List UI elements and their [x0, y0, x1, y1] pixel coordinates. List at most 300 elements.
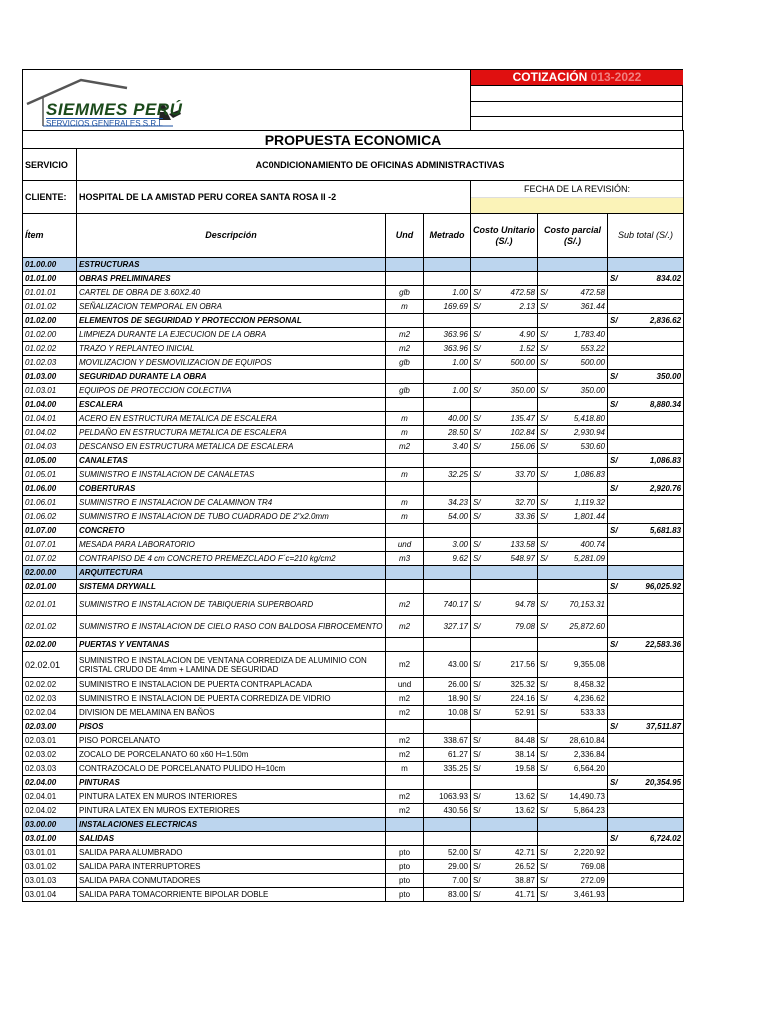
fecha-revision-value[interactable] — [471, 197, 683, 213]
currency-label: S/ — [473, 386, 481, 395]
table-row — [23, 398, 684, 412]
item-code: 01.07.00 — [23, 524, 77, 538]
cu-cell — [471, 776, 538, 790]
und-cell: m2 — [386, 652, 424, 678]
cp-value: 272.09 — [580, 876, 605, 885]
metrado-cell: 338.67 — [424, 734, 471, 748]
table-row — [23, 384, 684, 398]
table-row — [23, 258, 684, 272]
metrado-cell: 18.90 — [424, 692, 471, 706]
cp-value: 5,281.09 — [573, 554, 605, 563]
table-row — [23, 482, 684, 496]
cu-cell — [471, 846, 538, 860]
cu-cell — [471, 888, 538, 902]
col-descripcion: Descripción — [77, 214, 386, 258]
currency-label: S/ — [473, 442, 481, 451]
cp-cell — [538, 454, 608, 468]
sheet-header — [22, 69, 683, 130]
currency-label: S/ — [540, 862, 548, 871]
metrado-cell — [424, 272, 471, 286]
table-row — [23, 300, 684, 314]
item-code: 02.03.01 — [23, 734, 77, 748]
logo-name: SIEMMES PERÚ — [46, 100, 183, 119]
metrado-cell — [424, 832, 471, 846]
item-description: DESCANSO EN ESTRUCTURA METALICA DE ESCALERA — [77, 440, 386, 454]
und-cell: m — [386, 762, 424, 776]
currency-label: S/ — [540, 470, 548, 479]
currency-label: S/ — [473, 680, 481, 689]
item-code: 01.07.02 — [23, 552, 77, 566]
item-description: COBERTURAS — [77, 482, 386, 496]
cp-cell — [538, 594, 608, 616]
subtotal-value: 2,836.62 — [649, 316, 682, 325]
cliente-value: HOSPITAL DE LA AMISTAD PERU COREA SANTA ROSA II -2 — [77, 181, 471, 214]
table-row — [23, 692, 684, 706]
item-description: TRAZO Y REPLANTEO INICIAL — [77, 342, 386, 356]
col-metrado: Metrado — [424, 214, 471, 258]
table-row — [23, 524, 684, 538]
metrado-cell: 1.00 — [424, 356, 471, 370]
und-cell: m2 — [386, 692, 424, 706]
subtotal-cell — [608, 804, 684, 818]
subtotal-cell — [608, 748, 684, 762]
cp-cell — [538, 652, 608, 678]
cu-value: 1.52 — [519, 344, 535, 353]
currency-label: S/ — [540, 806, 548, 815]
und-cell: m2 — [386, 440, 424, 454]
metrado-cell: 169.69 — [424, 300, 471, 314]
item-description: CARTEL DE OBRA DE 3.60X2.40 — [77, 286, 386, 300]
und-cell — [386, 258, 424, 272]
item-description: SALIDA PARA TOMACORRIENTE BIPOLAR DOBLE — [77, 888, 386, 902]
subtotal-cell — [608, 860, 684, 874]
item-code: 01.02.00 — [23, 314, 77, 328]
item-description: LIMPIEZA DURANTE LA EJECUCION DE LA OBRA — [77, 328, 386, 342]
und-cell: m2 — [386, 804, 424, 818]
cp-cell — [538, 804, 608, 818]
cp-value: 1,801.44 — [573, 512, 605, 521]
und-cell: und — [386, 678, 424, 692]
col-und: Und — [386, 214, 424, 258]
table-row — [23, 790, 684, 804]
cp-cell — [538, 272, 608, 286]
cp-cell — [538, 482, 608, 496]
currency-label: S/ — [473, 848, 481, 857]
table-row — [23, 580, 684, 594]
table-row — [23, 720, 684, 734]
cu-cell — [471, 468, 538, 482]
currency-label: S/ — [610, 640, 618, 649]
item-description: ELEMENTOS DE SEGURIDAD Y PROTECCION PERSONAL — [77, 314, 386, 328]
subtotal-value: 20,354.95 — [645, 778, 682, 787]
subtotal-cell — [608, 692, 684, 706]
cu-cell — [471, 258, 538, 272]
item-description: SUMINISTRO E INSTALACION DE CANALETAS — [77, 468, 386, 482]
subtotal-cell — [608, 300, 684, 314]
metrado-cell: 54.00 — [424, 510, 471, 524]
cp-cell — [538, 538, 608, 552]
table-row — [23, 454, 684, 468]
cu-cell — [471, 720, 538, 734]
und-cell — [386, 314, 424, 328]
subtotal-cell — [608, 580, 684, 594]
subtotal-cell — [608, 790, 684, 804]
subtotal-value: 8,880.34 — [649, 400, 682, 409]
cp-cell — [538, 748, 608, 762]
item-description: ARQUITECTURA — [77, 566, 386, 580]
cp-cell — [538, 818, 608, 832]
und-cell — [386, 776, 424, 790]
subtotal-cell — [608, 314, 684, 328]
cu-value: 79.08 — [514, 622, 535, 631]
item-code: 03.01.03 — [23, 874, 77, 888]
subtotal-value: 37,511.87 — [646, 722, 682, 731]
item-description: SEGURIDAD DURANTE LA OBRA — [77, 370, 386, 384]
table-row — [23, 776, 684, 790]
currency-label: S/ — [540, 498, 548, 507]
cu-cell — [471, 804, 538, 818]
item-description: ACERO EN ESTRUCTURA METALICA DE ESCALERA — [77, 412, 386, 426]
cu-cell — [471, 510, 538, 524]
item-description: MOVILIZACION Y DESMOVILIZACION DE EQUIPOS — [77, 356, 386, 370]
item-code: 02.04.02 — [23, 804, 77, 818]
currency-label: S/ — [473, 806, 481, 815]
und-cell — [386, 398, 424, 412]
cp-cell — [538, 616, 608, 638]
item-description: PINTURAS — [77, 776, 386, 790]
cp-value: 8,458.32 — [573, 680, 605, 689]
currency-label: S/ — [473, 708, 481, 717]
metrado-cell: 43.00 — [424, 652, 471, 678]
fecha-revision-label: FECHA DE LA REVISIÓN: — [523, 184, 631, 194]
currency-label: S/ — [610, 274, 618, 283]
cp-cell — [538, 832, 608, 846]
cu-cell — [471, 566, 538, 580]
cp-cell — [538, 566, 608, 580]
cp-cell — [538, 426, 608, 440]
subtotal-cell — [608, 440, 684, 454]
table-row — [23, 286, 684, 300]
cp-value: 530.60 — [580, 442, 605, 451]
subtotal-cell — [608, 468, 684, 482]
subtotal-cell — [608, 454, 684, 468]
metrado-cell — [424, 776, 471, 790]
item-description: PUERTAS Y VENTANAS — [77, 638, 386, 652]
cp-cell — [538, 440, 608, 454]
cu-cell — [471, 328, 538, 342]
cu-cell — [471, 874, 538, 888]
metrado-cell — [424, 482, 471, 496]
currency-label: S/ — [610, 456, 618, 465]
cu-value: 38.14 — [514, 750, 535, 759]
cu-value: 33.36 — [514, 512, 535, 521]
und-cell: m2 — [386, 734, 424, 748]
item-code: 01.06.00 — [23, 482, 77, 496]
table-row — [23, 818, 684, 832]
item-description: SUMINISTRO E INSTALACION DE CALAMINON TR4 — [77, 496, 386, 510]
cp-cell — [538, 762, 608, 776]
cp-cell — [538, 860, 608, 874]
currency-label: S/ — [473, 302, 481, 311]
cu-cell — [471, 552, 538, 566]
metrado-cell: 430.56 — [424, 804, 471, 818]
item-code: 02.02.01 — [23, 652, 77, 678]
cp-value: 350.00 — [580, 386, 605, 395]
table-row — [23, 440, 684, 454]
cp-cell — [538, 776, 608, 790]
currency-label: S/ — [473, 876, 481, 885]
und-cell — [386, 638, 424, 652]
metrado-cell: 61.27 — [424, 748, 471, 762]
table-row — [23, 734, 684, 748]
cp-cell — [538, 496, 608, 510]
subtotal-value: 96,025.92 — [645, 582, 682, 591]
table-row — [23, 328, 684, 342]
und-cell: und — [386, 538, 424, 552]
und-cell: m — [386, 510, 424, 524]
item-description: SUMINISTRO E INSTALACION DE VENTANA CORREDIZA DE ALUMINIO CON CRISTAL CRUDO DE 4mm + LAMINA DE SEGURIDAD — [77, 652, 386, 678]
cu-value: 94.78 — [514, 600, 535, 609]
table-row — [23, 468, 684, 482]
item-description: INSTALACIONES ELECTRICAS — [77, 818, 386, 832]
item-description: PISOS — [77, 720, 386, 734]
cp-cell — [538, 720, 608, 734]
table-row — [23, 888, 684, 902]
table-row — [23, 832, 684, 846]
cp-cell — [538, 638, 608, 652]
subtotal-value: 834.02 — [656, 274, 682, 283]
currency-label: S/ — [540, 694, 548, 703]
cu-cell — [471, 524, 538, 538]
cp-cell — [538, 370, 608, 384]
cp-cell — [538, 580, 608, 594]
item-code: 01.05.01 — [23, 468, 77, 482]
item-code: 01.04.02 — [23, 426, 77, 440]
cp-cell — [538, 678, 608, 692]
item-description: SUMINISTRO E INSTALACION DE TABIQUERIA SUPERBOARD — [77, 594, 386, 616]
item-description: MESADA PARA LABORATORIO — [77, 538, 386, 552]
currency-label: S/ — [540, 680, 548, 689]
servicio-label: SERVICIO — [23, 149, 77, 181]
table-row — [23, 616, 684, 638]
und-cell — [386, 454, 424, 468]
cp-cell — [538, 468, 608, 482]
metrado-cell — [424, 398, 471, 412]
item-description: SEÑALIZACION TEMPORAL EN OBRA — [77, 300, 386, 314]
und-cell: m — [386, 496, 424, 510]
und-cell: pto — [386, 888, 424, 902]
cu-cell — [471, 482, 538, 496]
subtotal-cell — [608, 426, 684, 440]
cu-value: 102.84 — [510, 428, 535, 437]
logo-subtitle: SERVICIOS GENERALES S.R.L — [46, 119, 163, 128]
cu-value: 2.13 — [519, 302, 535, 311]
metrado-cell — [424, 454, 471, 468]
cp-cell — [538, 300, 608, 314]
currency-label: S/ — [473, 288, 481, 297]
currency-label: S/ — [473, 694, 481, 703]
item-description: CONTRAZOCALO DE PORCELANATO PULIDO H=10cm — [77, 762, 386, 776]
cp-value: 2,336.84 — [573, 750, 605, 759]
item-code: 01.04.00 — [23, 398, 77, 412]
table-row — [23, 846, 684, 860]
item-code: 01.03.01 — [23, 384, 77, 398]
item-description: SALIDAS — [77, 832, 386, 846]
table-row — [23, 496, 684, 510]
cu-value: 33.70 — [514, 470, 535, 479]
item-code: 03.01.01 — [23, 846, 77, 860]
metrado-cell — [424, 720, 471, 734]
cu-value: 224.16 — [510, 694, 535, 703]
subtotal-cell — [608, 818, 684, 832]
metrado-cell: 9.62 — [424, 552, 471, 566]
metrado-cell: 1063.93 — [424, 790, 471, 804]
company-logo — [23, 74, 213, 130]
table-row — [23, 860, 684, 874]
metrado-cell: 3.40 — [424, 440, 471, 454]
item-description: PELDAÑO EN ESTRUCTURA METALICA DE ESCALERA — [77, 426, 386, 440]
cotizacion-number: 013-2022 — [590, 70, 642, 84]
subtotal-cell — [608, 356, 684, 370]
item-code: 03.01.02 — [23, 860, 77, 874]
und-cell: m3 — [386, 552, 424, 566]
cp-value: 5,418.80 — [573, 414, 605, 423]
table-row — [23, 510, 684, 524]
currency-label: S/ — [610, 834, 618, 843]
currency-label: S/ — [610, 778, 618, 787]
currency-label: S/ — [473, 792, 481, 801]
subtotal-value: 1,086.83 — [649, 456, 682, 465]
table-row — [23, 272, 684, 286]
und-cell — [386, 566, 424, 580]
currency-label: S/ — [610, 484, 618, 493]
quotation-sheet — [22, 69, 683, 902]
cp-value: 533.33 — [580, 708, 605, 717]
cp-value: 500.00 — [580, 358, 605, 367]
subtotal-cell — [608, 524, 684, 538]
metrado-cell: 7.00 — [424, 874, 471, 888]
currency-label: S/ — [540, 330, 548, 339]
metrado-cell: 335.25 — [424, 762, 471, 776]
currency-label: S/ — [610, 526, 618, 535]
subtotal-cell — [608, 874, 684, 888]
cu-cell — [471, 706, 538, 720]
table-row — [23, 678, 684, 692]
cp-value: 2,220.92 — [573, 848, 605, 857]
table-row — [23, 706, 684, 720]
item-description: OBRAS PRELIMINARES — [77, 272, 386, 286]
table-row — [23, 342, 684, 356]
cu-value: 133.58 — [510, 540, 535, 549]
und-cell: m2 — [386, 342, 424, 356]
item-description: SALIDA PARA ALUMBRADO — [77, 846, 386, 860]
item-description: PINTURA LATEX EN MUROS INTERIORES — [77, 790, 386, 804]
item-description: SISTEMA DRYWALL — [77, 580, 386, 594]
und-cell — [386, 370, 424, 384]
und-cell — [386, 832, 424, 846]
currency-label: S/ — [473, 890, 481, 899]
item-description: ESCALERA — [77, 398, 386, 412]
metrado-cell: 34.23 — [424, 496, 471, 510]
subtotal-cell — [608, 342, 684, 356]
currency-label: S/ — [473, 428, 481, 437]
metrado-cell — [424, 258, 471, 272]
cp-value: 361.44 — [580, 302, 605, 311]
item-code: 01.05.00 — [23, 454, 77, 468]
subtotal-cell — [608, 616, 684, 638]
cu-value: 156.06 — [510, 442, 535, 451]
currency-label: S/ — [540, 600, 548, 609]
und-cell: m2 — [386, 594, 424, 616]
item-code: 01.07.01 — [23, 538, 77, 552]
item-description: PINTURA LATEX EN MUROS EXTERIORES — [77, 804, 386, 818]
currency-label: S/ — [540, 344, 548, 353]
subtotal-cell — [608, 398, 684, 412]
und-cell: m — [386, 426, 424, 440]
item-description: EQUIPOS DE PROTECCION COLECTIVA — [77, 384, 386, 398]
und-cell — [386, 272, 424, 286]
currency-label: S/ — [540, 792, 548, 801]
table-row — [23, 762, 684, 776]
subtotal-cell — [608, 496, 684, 510]
cp-cell — [538, 524, 608, 538]
cu-cell — [471, 818, 538, 832]
item-code: 02.04.00 — [23, 776, 77, 790]
subtotal-cell — [608, 384, 684, 398]
col-costo-unitario: Costo Unitario (S/.) — [471, 214, 538, 258]
subtotal-cell — [608, 328, 684, 342]
currency-label: S/ — [540, 442, 548, 451]
cp-cell — [538, 734, 608, 748]
metrado-cell: 32.25 — [424, 468, 471, 482]
subtotal-cell — [608, 594, 684, 616]
und-cell: glb — [386, 384, 424, 398]
currency-label: S/ — [610, 372, 618, 381]
und-cell: pto — [386, 846, 424, 860]
cu-cell — [471, 832, 538, 846]
currency-label: S/ — [610, 400, 618, 409]
metrado-cell: 740.17 — [424, 594, 471, 616]
cu-cell — [471, 314, 538, 328]
metrado-cell: 327.17 — [424, 616, 471, 638]
currency-label: S/ — [540, 660, 548, 669]
cu-value: 26.52 — [514, 862, 535, 871]
cu-cell — [471, 580, 538, 594]
currency-label: S/ — [540, 386, 548, 395]
col-costo-parcial: Costo parcial (S/.) — [538, 214, 608, 258]
subtotal-value: 350.00 — [656, 372, 682, 381]
item-description: SUMINISTRO E INSTALACION DE PUERTA CORREDIZA DE VIDRIO — [77, 692, 386, 706]
metrado-cell: 1.00 — [424, 286, 471, 300]
subtotal-cell — [608, 370, 684, 384]
cotizacion-banner — [471, 70, 683, 85]
cu-cell — [471, 692, 538, 706]
servicio-value: AC0NDICIONAMIENTO DE OFICINAS ADMINISTRACTIVAS — [77, 149, 684, 181]
cu-value: 84.48 — [514, 736, 535, 745]
und-cell — [386, 482, 424, 496]
item-code: 02.04.01 — [23, 790, 77, 804]
metrado-cell — [424, 566, 471, 580]
item-code: 02.01.01 — [23, 594, 77, 616]
item-code: 01.06.01 — [23, 496, 77, 510]
item-code: 01.01.00 — [23, 272, 77, 286]
cp-value: 1,119.32 — [574, 498, 605, 507]
currency-label: S/ — [473, 862, 481, 871]
cp-cell — [538, 874, 608, 888]
cu-value: 13.62 — [514, 792, 535, 801]
cu-value: 42.71 — [514, 848, 535, 857]
und-cell: glb — [386, 286, 424, 300]
